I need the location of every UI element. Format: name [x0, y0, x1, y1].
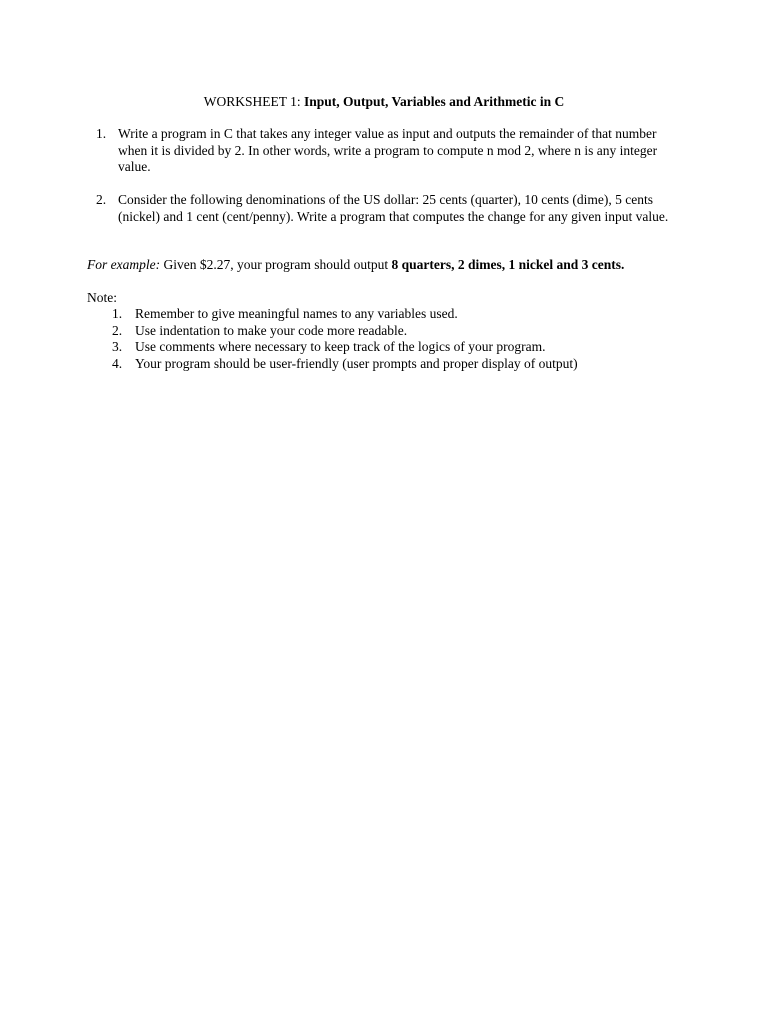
worksheet-title-main: Input, Output, Variables and Arithmetic in C	[300, 94, 565, 109]
note-text: Remember to give meaningful names to any variables used.	[135, 306, 458, 321]
question-number: 1.	[96, 126, 107, 141]
worksheet-title	[0, 94, 768, 111]
note-text: Your program should be user-friendly (user prompts and proper display of output)	[135, 355, 578, 371]
example-answer: 8 quarters, 2 dimes, 1 nickel and 3 cents.	[391, 257, 625, 272]
example-lead: For example:	[87, 257, 161, 272]
note-number: 2.	[112, 322, 123, 338]
worksheet-title-prefix: WORKSHEET 1:	[203, 94, 301, 109]
note-item	[112, 323, 672, 340]
example-body: Given $2.27, your program should output	[160, 257, 392, 272]
question-2	[96, 192, 676, 225]
question-text: Write a program in C that takes any integer value as input and outputs the remainder of that number when it is divided by 2. In other words, write a program to compute n mod 2, where n is any integer value.	[118, 126, 658, 174]
note-number: 3.	[112, 339, 123, 354]
note-item	[112, 306, 672, 323]
example-line	[87, 257, 727, 274]
note-number: 4.	[112, 355, 123, 371]
notes-list	[112, 306, 672, 372]
note-item	[112, 356, 672, 373]
note-label: Note:	[87, 290, 117, 305]
question-number: 2.	[96, 192, 107, 207]
note-number: 1.	[112, 306, 123, 321]
question-1	[96, 126, 676, 176]
question-text: Consider the following denominations of the US dollar: 25 cents (quarter), 10 cents (dime), 5 cents (nickel) and 1 cent (cent/penny). Write a program that computes the change for any given input value.	[118, 192, 669, 224]
note-text: Use comments where necessary to keep track of the logics of your program.	[135, 339, 546, 354]
note-text: Use indentation to make your code more readable.	[135, 322, 408, 338]
note-item	[112, 339, 672, 356]
